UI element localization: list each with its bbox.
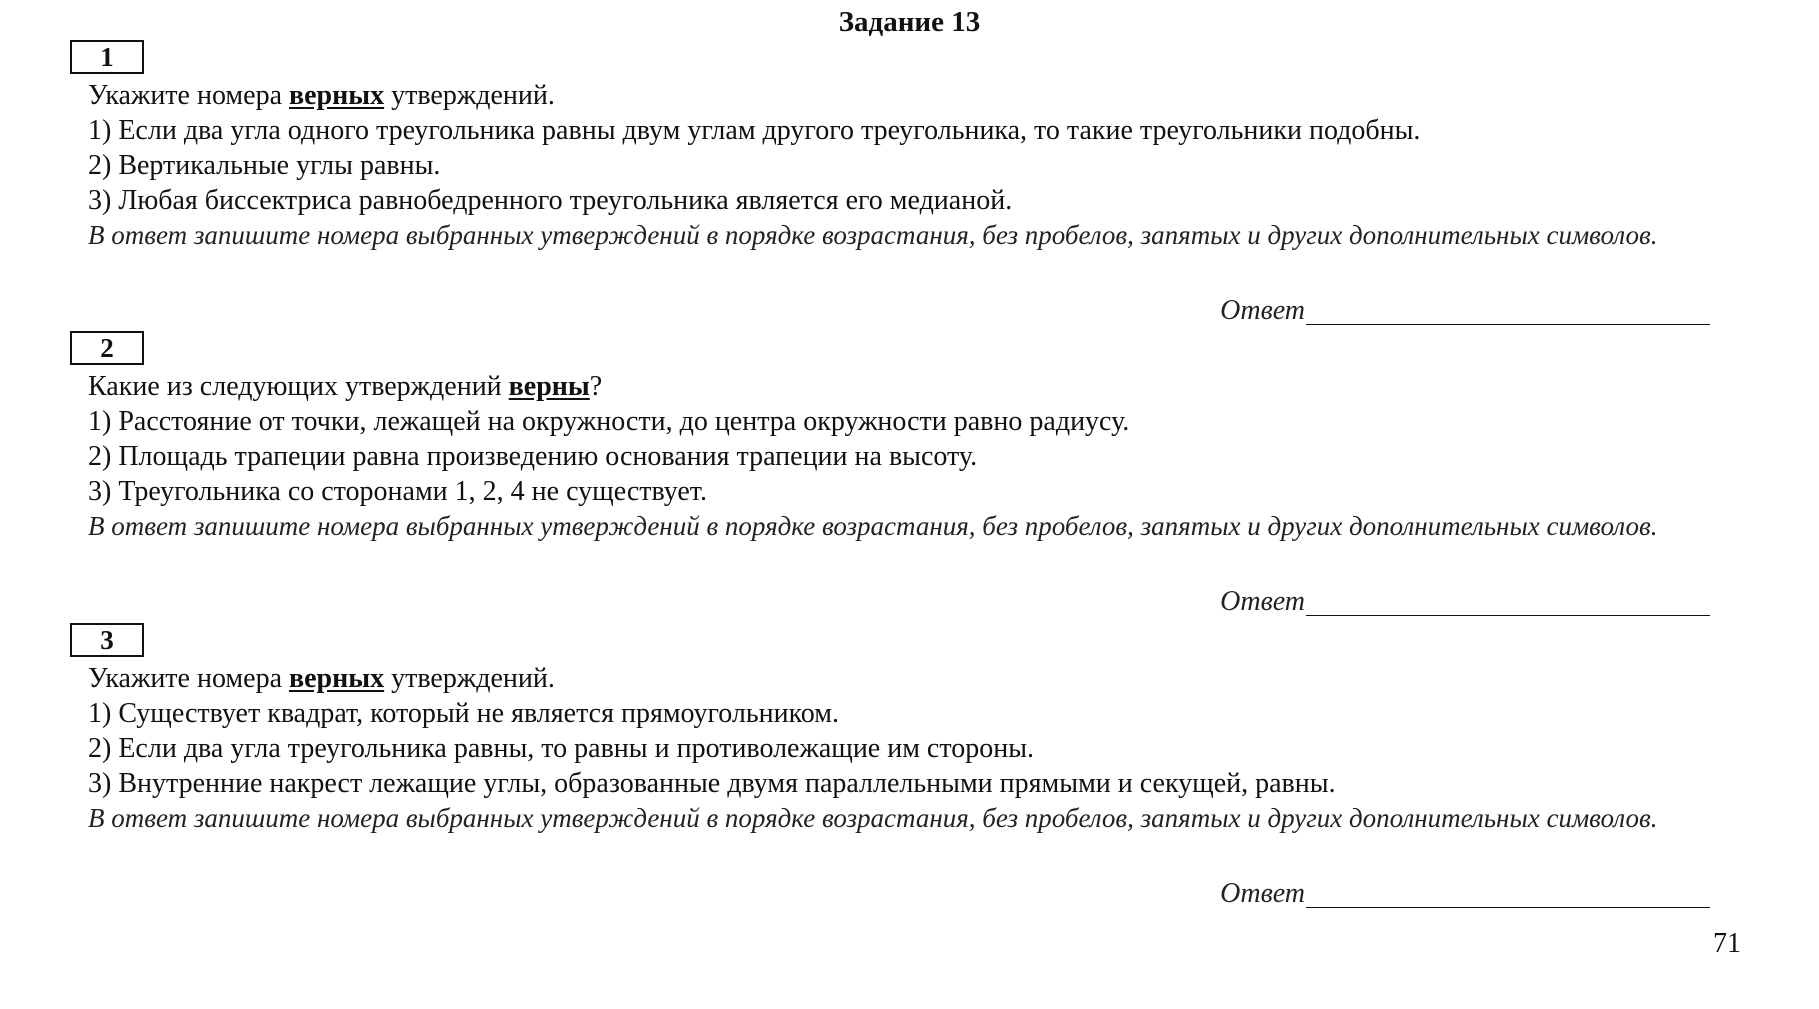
statement-2: 2) Вертикальные углы равны.	[88, 150, 441, 181]
statement-2: 2) Если два угла треугольника равны, то равны и противолежащие им стороны.	[88, 733, 1035, 764]
prompt-emphasis: верны	[508, 371, 590, 402]
statement-1: 1) Если два угла одного треугольника равны двум углам другого треугольника, то такие треугольники подобны.	[88, 115, 1421, 146]
task-content	[88, 78, 1711, 253]
task-number-box: 2	[70, 331, 144, 365]
answer-row	[0, 584, 1711, 619]
statement-1: 1) Расстояние от точки, лежащей на окружности, до центра окружности равно радиусу.	[88, 406, 1130, 437]
answer-row	[0, 876, 1711, 911]
statement-3: 3) Внутренние накрест лежащие углы, образованные двумя параллельными прямыми и секущей, равны.	[88, 768, 1336, 799]
page-number: 71	[1713, 928, 1741, 959]
answer-label: Ответ	[1220, 586, 1305, 617]
answer-instruction: В ответ запишите номера выбранных утверждений в порядке возрастания, без пробелов, запятых и других дополнительных символов.	[88, 511, 1658, 541]
task-prompt: Какие из следующих утверждений верны?	[88, 371, 603, 402]
statement-3: 3) Любая биссектриса равнобедренного треугольника является его медианой.	[88, 185, 1013, 216]
prompt-emphasis: верных	[289, 663, 385, 694]
statement-3: 3) Треугольника со сторонами 1, 2, 4 не существует.	[88, 476, 707, 507]
task-content	[88, 661, 1711, 836]
answer-field[interactable]	[1306, 615, 1710, 616]
task-number-box: 3	[70, 623, 144, 657]
answer-row	[0, 293, 1711, 328]
task-number-box: 1	[70, 40, 144, 74]
answer-field[interactable]	[1306, 907, 1710, 908]
prompt-emphasis: верных	[289, 80, 385, 111]
answer-label: Ответ	[1220, 878, 1305, 909]
answer-instruction: В ответ запишите номера выбранных утверждений в порядке возрастания, без пробелов, запятых и других дополнительных символов.	[88, 220, 1658, 250]
answer-field[interactable]	[1306, 324, 1710, 325]
task-prompt: Укажите номера верных утверждений.	[88, 80, 555, 111]
answer-instruction: В ответ запишите номера выбранных утверждений в порядке возрастания, без пробелов, запятых и других дополнительных символов.	[88, 803, 1658, 833]
task-content	[88, 369, 1711, 544]
answer-label: Ответ	[1220, 295, 1305, 326]
statement-1: 1) Существует квадрат, который не является прямоугольником.	[88, 698, 839, 729]
page-title: Задание 13	[838, 6, 981, 38]
statement-2: 2) Площадь трапеции равна произведению основания трапеции на высоту.	[88, 441, 978, 472]
task-prompt: Укажите номера верных утверждений.	[88, 663, 555, 694]
